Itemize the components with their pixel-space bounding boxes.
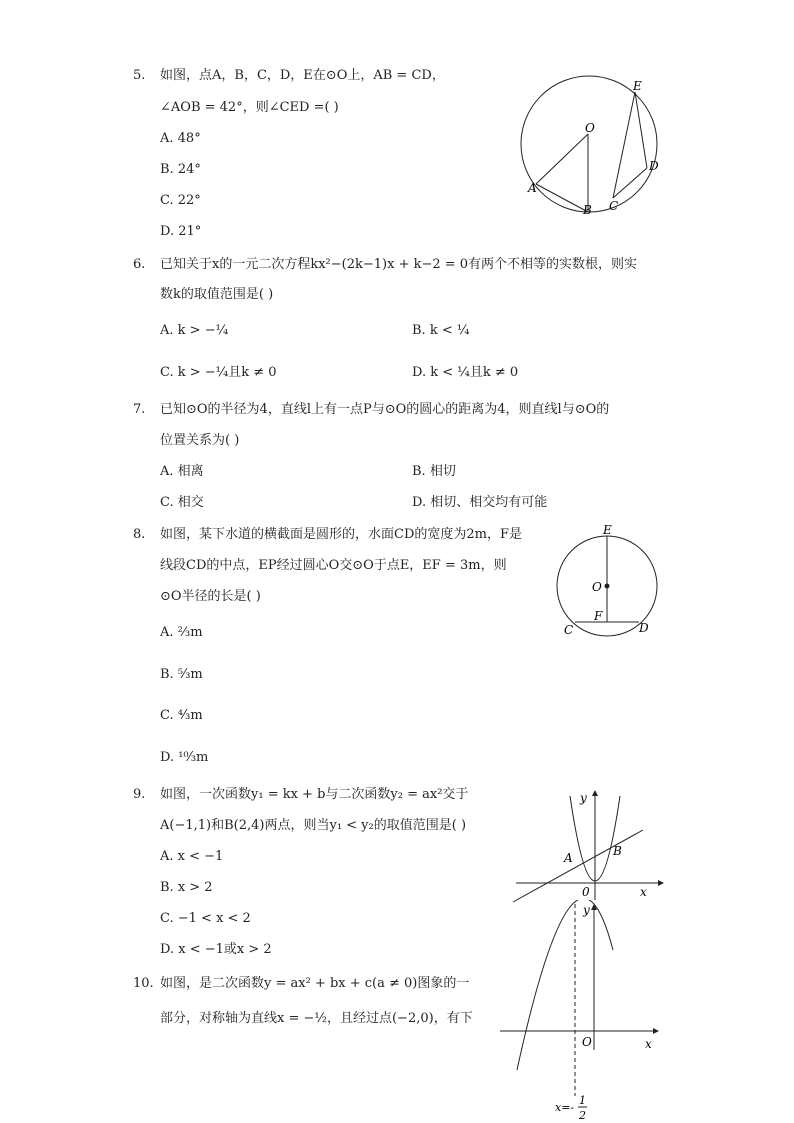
q8-stem-line1: 如图，某下水道的横截面是圆形的，水面CD的宽度为2m，F是 — [160, 527, 522, 542]
q10-label-y: y — [583, 903, 590, 917]
q9-x-axis-arrow — [658, 880, 664, 886]
q10-number: 10. — [133, 976, 154, 991]
q5-number: 5. — [133, 68, 146, 83]
q9-stem-line1: 如图，一次函数y₁ = kx + b与二次函数y₂ = ax²交于 — [160, 787, 469, 802]
q10-graph-figure — [495, 900, 670, 1120]
q8-stem-line3: ⊙O半径的长是( ) — [160, 589, 261, 604]
q5-label-b: B — [583, 203, 592, 217]
q10-x-axis-arrow — [653, 1028, 659, 1034]
q8-option-b: B. ⁵⁄₃m — [160, 667, 203, 682]
q7-option-d: D. 相切、相交均有可能 — [412, 495, 548, 510]
q9-graph-figure — [508, 788, 668, 906]
q8-label-e: E — [603, 523, 612, 537]
q9-label-y: y — [580, 791, 587, 805]
q9-label-a: A — [564, 851, 573, 865]
q10-label-x: x — [645, 1037, 652, 1051]
q5-option-c: C. 22° — [160, 193, 201, 208]
q5-circle-figure — [515, 72, 675, 222]
q5-stem-line1: 如图，点A，B，C，D，E在⊙O上，AB = CD， — [160, 68, 445, 83]
q5-option-a: A. 48° — [160, 131, 201, 146]
q6-option-a: A. k > −¼ — [160, 323, 229, 338]
q9-y-axis-arrow — [592, 790, 598, 796]
q8-label-f: F — [594, 609, 603, 623]
q10-axis-label-numerator: 1 — [579, 1094, 586, 1107]
q7-number: 7. — [133, 402, 146, 417]
q6-stem-line1: 已知关于x的一元二次方程kx²−(2k−1)x + k−2 = 0有两个不相等的实数根，则实 — [160, 257, 638, 272]
q9-option-c: C. −1 < x < 2 — [160, 911, 251, 926]
q9-stem-line2: A(−1,1)和B(2,4)两点，则当y₁ < y₂的取值范围是( ) — [160, 818, 467, 833]
q8-option-a: A. ⅔m — [160, 625, 203, 640]
q9-option-d: D. x < −1或x > 2 — [160, 942, 272, 957]
q7-option-a: A. 相离 — [160, 464, 204, 479]
q9-label-b: B — [613, 844, 622, 858]
q10-stem-line1: 如图，是二次函数y = ax² + bx + c(a ≠ 0)图象的一 — [160, 976, 470, 991]
q6-number: 6. — [133, 257, 146, 272]
q9-option-a: A. x < −1 — [160, 849, 224, 864]
q8-label-d: D — [639, 621, 649, 635]
q5-label-e: E — [633, 79, 642, 93]
q6-option-b: B. k < ¼ — [412, 323, 470, 338]
q5-label-a: A — [528, 181, 537, 195]
q10-label-origin: O — [582, 1035, 592, 1049]
q7-option-b: B. 相切 — [412, 464, 456, 479]
q8-circle-figure — [555, 522, 665, 642]
q10-parabola — [517, 900, 613, 1070]
q9-label-origin: 0 — [582, 885, 590, 899]
q6-option-c: C. k > −¼且k ≠ 0 — [160, 365, 277, 380]
q7-stem-line1: 已知⊙O的半径为4，直线l上有一点P与⊙O的圆心的距离为4，则直线l与⊙O的 — [160, 402, 610, 417]
q6-stem-line2: 数k的取值范围是( ) — [160, 287, 274, 302]
q8-stem-line2: 线段CD的中点，EP经过圆心O交⊙O于点E，EF = 3m，则 — [160, 558, 507, 573]
q5-circle — [521, 76, 657, 212]
q6-option-d: D. k < ¼且k ≠ 0 — [412, 365, 519, 380]
q7-stem-line2: 位置关系为( ) — [160, 433, 240, 448]
q5-segment-ed — [635, 92, 647, 168]
q8-number: 8. — [133, 527, 146, 542]
q5-label-d: D — [649, 159, 659, 173]
q5-label-o: O — [585, 121, 595, 135]
q5-segment-oa — [536, 134, 588, 184]
q10-stem-line2: 部分，对称轴为直线x = −½，且经过点(−2,0)，有下 — [160, 1011, 473, 1026]
q5-option-b: B. 24° — [160, 162, 201, 177]
q7-option-c: C. 相交 — [160, 495, 204, 510]
q10-axis-label-denominator: 2 — [579, 1109, 586, 1120]
q8-center-dot — [605, 584, 610, 589]
q8-label-o: O — [592, 580, 602, 594]
q9-label-x: x — [640, 885, 647, 899]
q10-axis-label-prefix: x=- — [555, 1101, 575, 1114]
q8-option-d: D. ¹⁰⁄₃m — [160, 750, 209, 765]
q5-option-d: D. 21° — [160, 224, 202, 239]
q8-option-c: C. ⁴⁄₃m — [160, 708, 203, 723]
q8-label-c: C — [564, 623, 574, 637]
q5-label-c: C — [609, 199, 619, 213]
q5-segment-ab — [536, 184, 588, 212]
q5-stem-line2: ∠AOB = 42°，则∠CED =( ) — [160, 100, 339, 115]
q9-option-b: B. x > 2 — [160, 880, 213, 895]
q9-number: 9. — [133, 787, 146, 802]
